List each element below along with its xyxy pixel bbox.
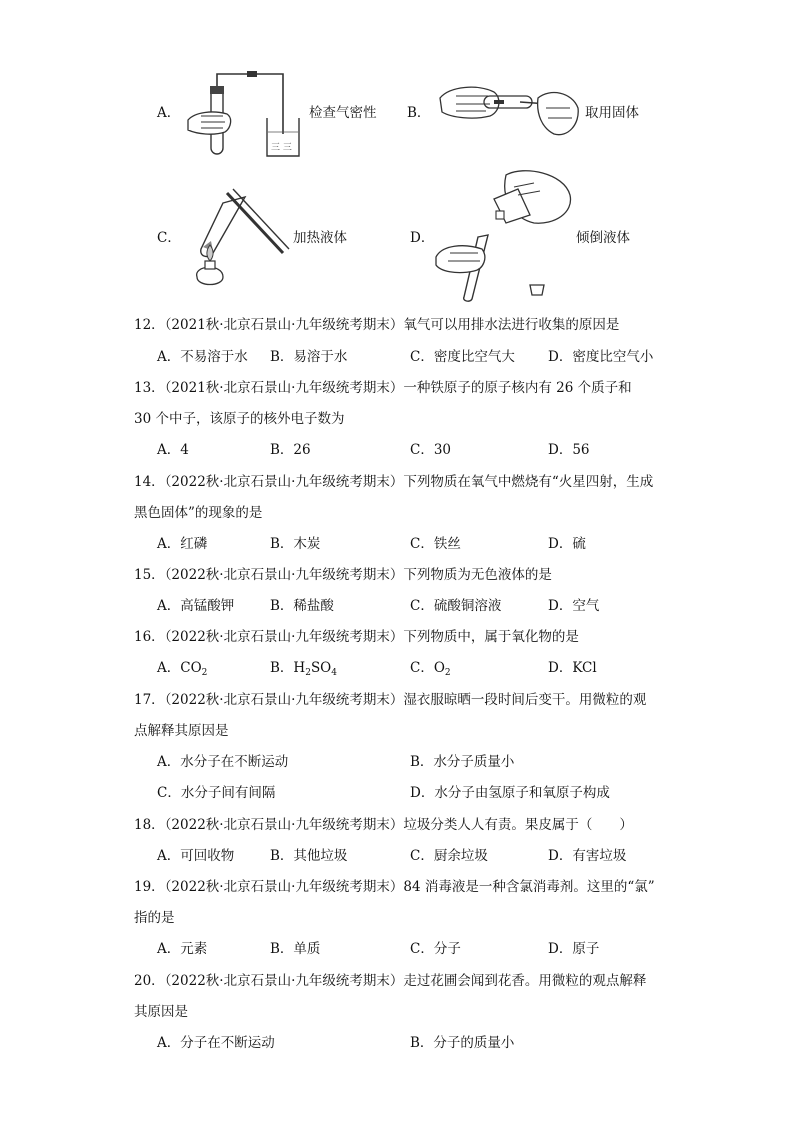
- airtightness-check-illustration: [183, 68, 303, 160]
- question-source: （2021秋·北京石景山·九年级统考期末）: [164, 317, 404, 333]
- question-13-option-a: A．4: [157, 442, 189, 458]
- question-text: 湿衣服晾晒一段时间后变干。用微粒的观: [403, 692, 647, 708]
- question-16-stem: [134, 628, 579, 646]
- question-text: 下列物质在氧气中燃烧有“火星四射，生成: [403, 474, 654, 490]
- question-12-option-c: C．密度比空气大: [410, 349, 515, 365]
- figure-option-b-caption: 取用固体: [585, 105, 639, 121]
- question-14-stem: [134, 473, 653, 491]
- question-19-option-d: D．原子: [548, 941, 600, 957]
- question-source: （2022秋·北京石景山·九年级统考期末）: [164, 973, 404, 989]
- question-16-option-b: B．$H_2SO_4$: [270, 660, 337, 678]
- question-17-option-c: C．水分子间有间隔: [157, 785, 276, 801]
- question-18-option-c: C．厨余垃圾: [410, 848, 488, 864]
- question-14-option-a: A．红磷: [157, 536, 208, 552]
- question-source: （2022秋·北京石景山·九年级统考期末）: [164, 692, 404, 708]
- question-source: （2021秋·北京石景山·九年级统考期末）: [164, 380, 404, 396]
- question-text: 氧气可以用排水法进行收集的原因是: [403, 317, 620, 333]
- question-17-stem: [134, 691, 646, 709]
- question-number: 14．: [134, 474, 165, 490]
- question-20-stem-line2: 其原因是: [134, 1004, 188, 1020]
- question-15-option-d: D．空气: [548, 598, 600, 614]
- question-14-option-c: C．铁丝: [410, 536, 461, 552]
- question-19-option-b: B．单质: [270, 941, 321, 957]
- question-16-option-d: D．KCl: [548, 660, 597, 676]
- question-source: （2022秋·北京石景山·九年级统考期末）: [164, 629, 404, 645]
- question-18-option-a: A．可回收物: [157, 848, 235, 864]
- question-19-option-c: C．分子: [410, 941, 461, 957]
- heating-liquid-illustration: [183, 185, 293, 293]
- question-source: （2022秋·北京石景山·九年级统考期末）: [164, 879, 404, 895]
- question-text: 垃圾分类人人有责。果皮属于（ ）: [403, 817, 633, 833]
- question-text: 84 消毒液是一种含氯消毒剂。这里的“氯”: [403, 879, 655, 895]
- question-20-option-b: B．分子的质量小: [410, 1035, 515, 1051]
- question-14-option-b: B．木炭: [270, 536, 321, 552]
- figure-option-b-letter: B．: [407, 105, 431, 121]
- question-16-option-c: C．$O_2$: [410, 660, 451, 678]
- question-number: 20．: [134, 973, 165, 989]
- question-text: 走过花圃会闻到花香。用微粒的观点解释: [403, 973, 647, 989]
- question-13-option-b: B．26: [270, 442, 311, 458]
- question-17-option-b: B．水分子质量小: [410, 754, 515, 770]
- figure-option-d-caption: 倾倒液体: [576, 230, 630, 246]
- question-number: 16．: [134, 629, 165, 645]
- question-18-option-b: B．其他垃圾: [270, 848, 348, 864]
- figure-option-c-letter: C．: [157, 230, 181, 246]
- figure-option-a-caption: 检查气密性: [309, 105, 377, 121]
- question-18-stem: [134, 816, 633, 834]
- question-14-stem-line2: 黑色固体”的现象的是: [134, 505, 263, 521]
- question-13-stem-line2: 30 个中子，该原子的核外电子数为: [134, 411, 345, 427]
- question-12-option-b: B．易溶于水: [270, 349, 348, 365]
- svg-text:三 三: 三 三: [271, 143, 292, 153]
- question-15-stem: [134, 566, 552, 584]
- question-number: 17．: [134, 692, 165, 708]
- question-20-option-a: A．分子在不断运动: [157, 1035, 275, 1051]
- question-source: （2022秋·北京石景山·九年级统考期末）: [164, 474, 404, 490]
- question-15-option-b: B．稀盐酸: [270, 598, 334, 614]
- question-12-option-a: A．不易溶于水: [157, 349, 248, 365]
- question-14-option-d: D．硫: [548, 536, 586, 552]
- question-13-option-c: C．30: [410, 442, 452, 458]
- question-19-stem: [134, 878, 655, 896]
- question-17-stem-line2: 点解释其原因是: [134, 723, 229, 739]
- question-17-option-a: A．水分子在不断运动: [157, 754, 289, 770]
- question-15-option-a: A．高锰酸钾: [157, 598, 235, 614]
- question-text: 一种铁原子的原子核内有 26 个质子和: [403, 380, 632, 396]
- taking-solid-illustration: [438, 78, 580, 148]
- question-text: 下列物质中，属于氧化物的是: [403, 629, 579, 645]
- question-number: 13．: [134, 380, 165, 396]
- question-source: （2022秋·北京石景山·九年级统考期末）: [164, 567, 404, 583]
- question-number: 15．: [134, 567, 165, 583]
- pouring-liquid-illustration: [434, 165, 574, 303]
- question-12-option-d: D．密度比空气小: [548, 349, 654, 365]
- question-number: 12．: [134, 317, 165, 333]
- question-19-stem-line2: 指的是: [134, 910, 175, 926]
- question-text: 下列物质为无色液体的是: [403, 567, 552, 583]
- question-13-option-d: D．56: [548, 442, 590, 458]
- question-18-option-d: D．有害垃圾: [548, 848, 627, 864]
- question-20-stem: [134, 972, 646, 990]
- question-15-option-c: C．硫酸铜溶液: [410, 598, 502, 614]
- question-number: 18．: [134, 817, 165, 833]
- question-source: （2022秋·北京石景山·九年级统考期末）: [164, 817, 404, 833]
- question-17-option-d: D．水分子由氢原子和氧原子构成: [410, 785, 610, 801]
- figure-option-a-letter: A．: [157, 105, 181, 121]
- question-13-stem: [134, 379, 632, 397]
- question-12-stem: [134, 316, 619, 334]
- figure-option-d-letter: D．: [410, 230, 435, 246]
- question-number: 19．: [134, 879, 165, 895]
- question-16-option-a: A．$CO_2$: [157, 660, 208, 678]
- figure-option-c-caption: 加热液体: [293, 230, 347, 246]
- question-19-option-a: A．元素: [157, 941, 208, 957]
